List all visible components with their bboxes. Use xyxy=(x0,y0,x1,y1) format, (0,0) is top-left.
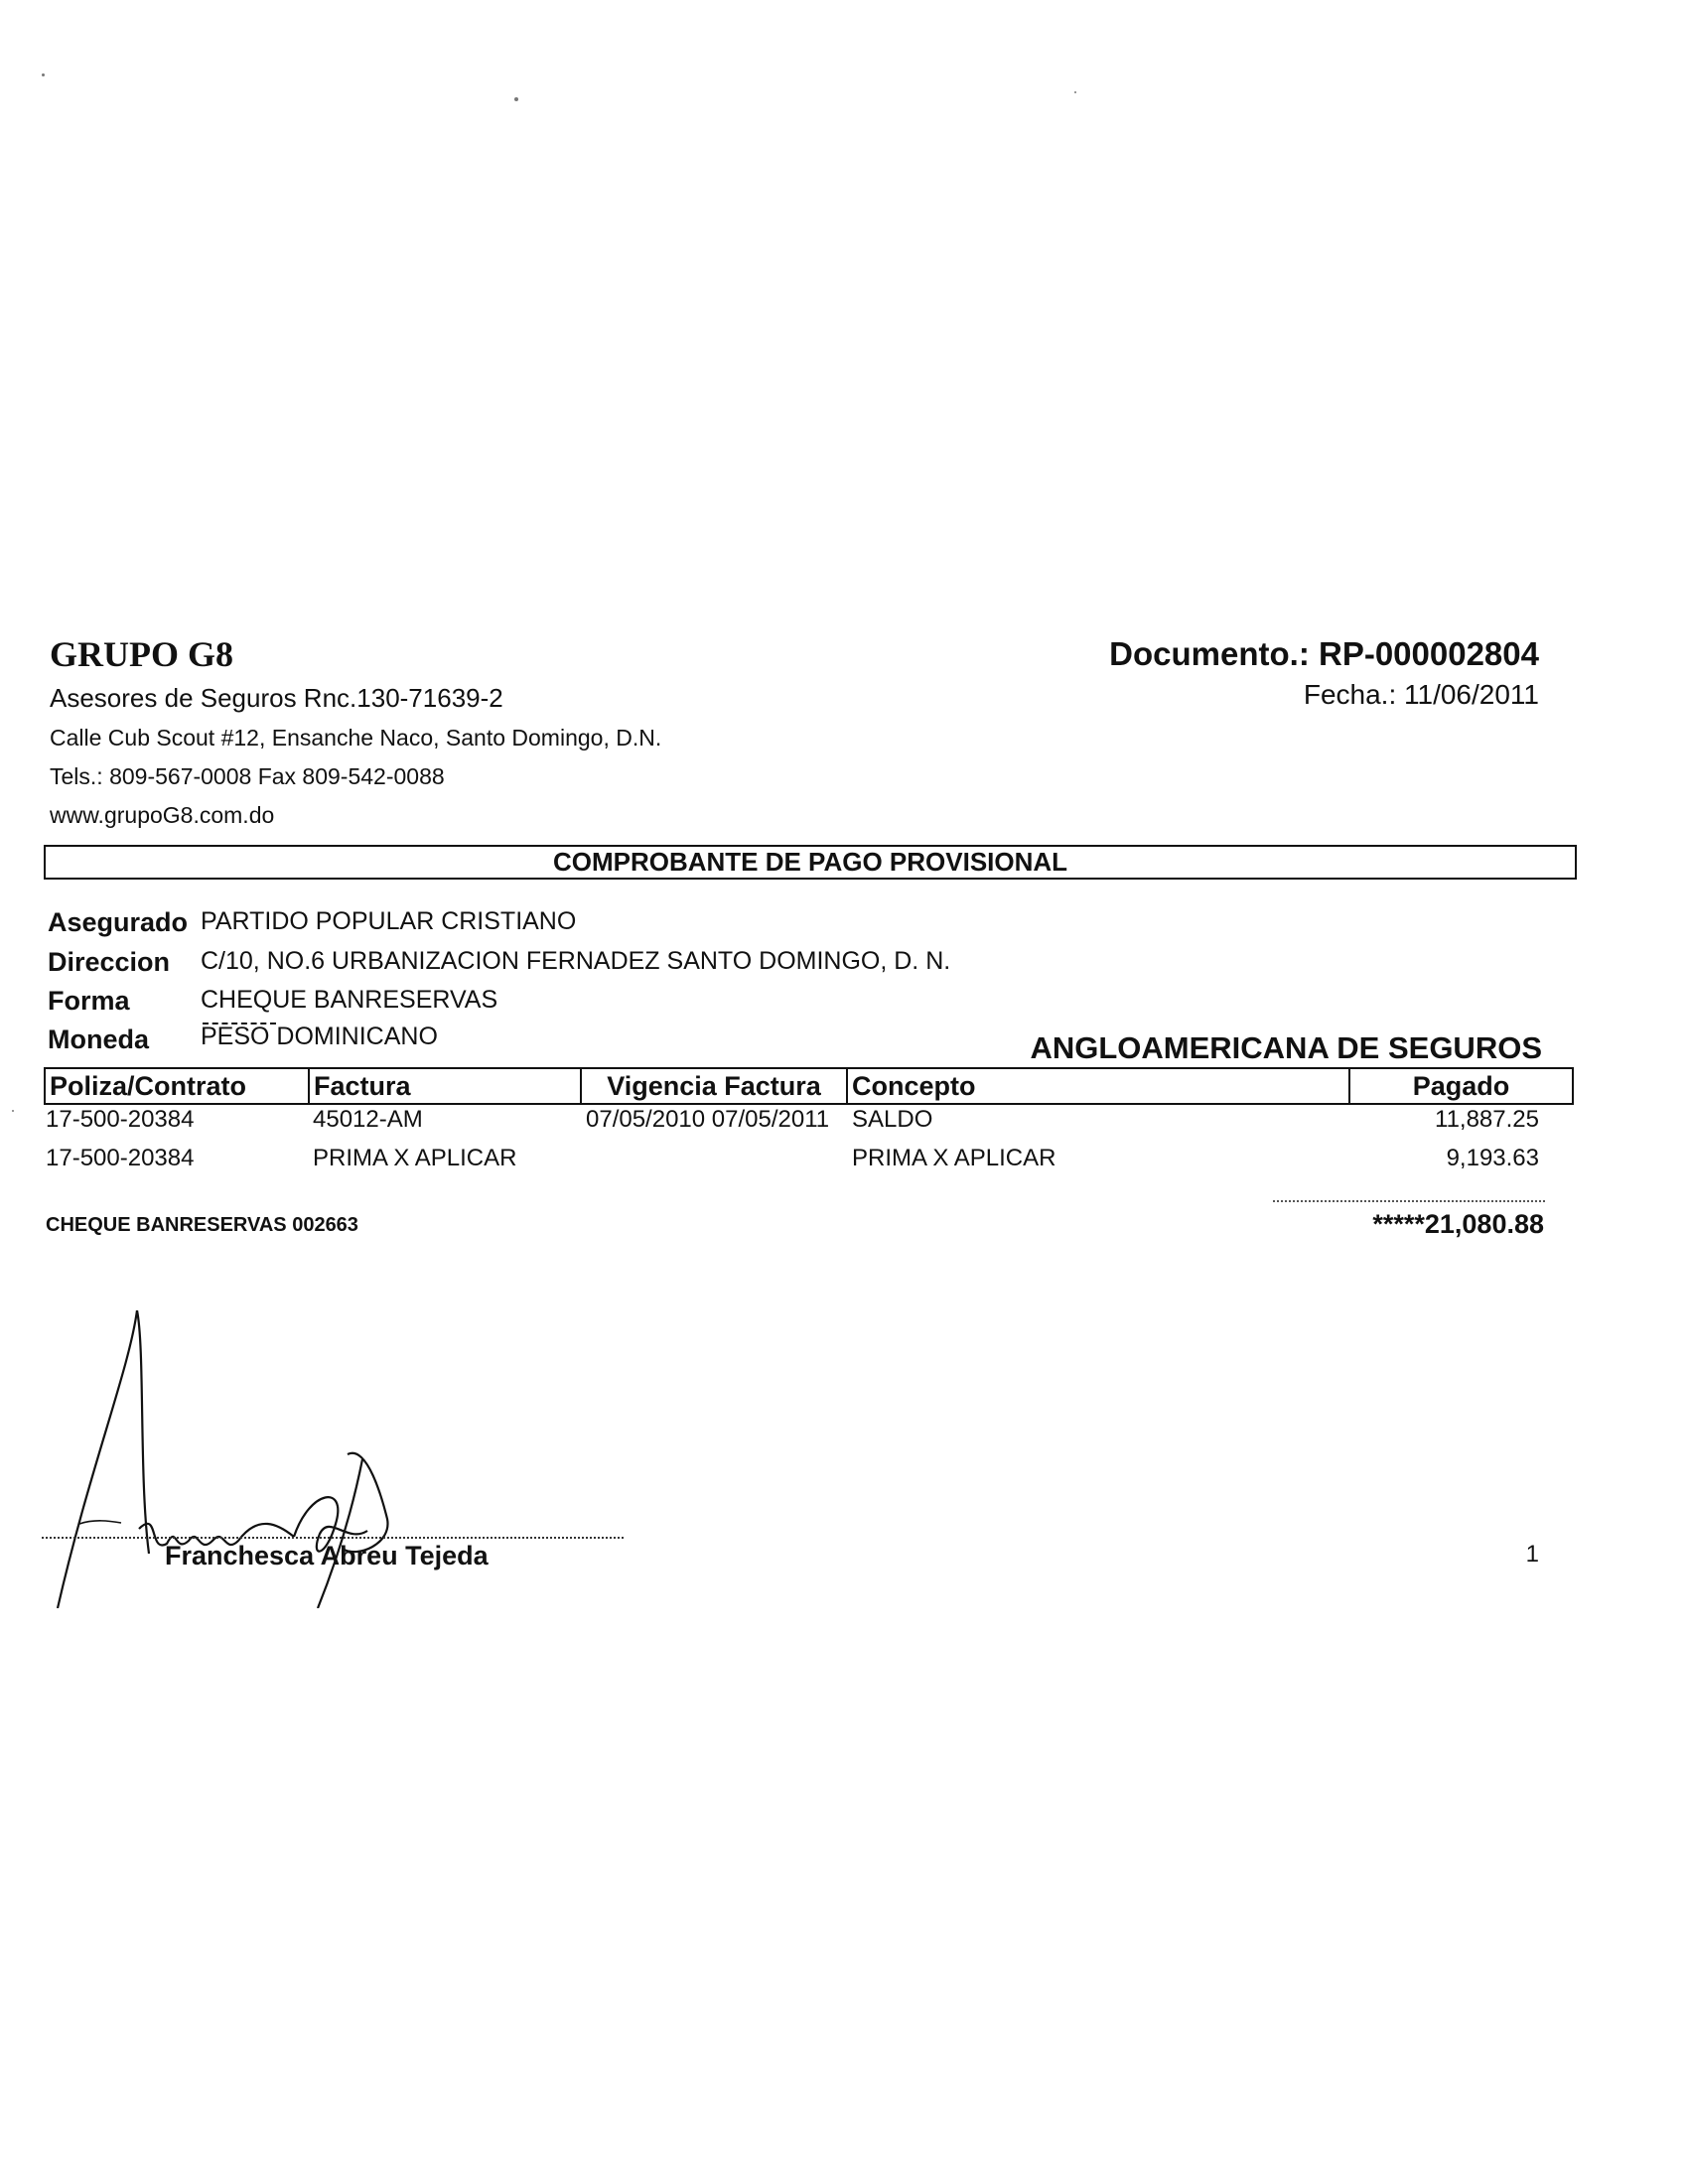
forma-label: Forma xyxy=(48,986,130,1016)
cell-pagado: 9,193.63 xyxy=(1446,1145,1539,1171)
forma-value: CHEQUE BANRESERVAS xyxy=(201,986,498,1014)
asegurado-value: PARTIDO POPULAR CRISTIANO xyxy=(201,907,577,935)
page-number: 1 xyxy=(1525,1541,1539,1568)
header-poliza: Poliza/Contrato xyxy=(50,1071,247,1101)
receipt-title: COMPROBANTE DE PAGO PROVISIONAL xyxy=(44,845,1577,880)
company-subtitle: Asesores de Seguros Rnc.130-71639-2 xyxy=(50,683,503,713)
signer-name: Franchesca Abreu Tejeda xyxy=(165,1541,489,1570)
header-vigencia: Vigencia Factura xyxy=(580,1069,846,1103)
cell-concepto: PRIMA X APLICAR xyxy=(852,1145,1056,1171)
company-website: www.grupoG8.com.do xyxy=(50,802,275,828)
table-row xyxy=(0,1106,1688,1142)
cell-poliza: 17-500-20384 xyxy=(46,1145,195,1171)
scan-speck xyxy=(1074,91,1076,93)
cell-pagado: 11,887.25 xyxy=(1435,1106,1539,1133)
header-factura: Factura xyxy=(308,1069,580,1103)
cell-factura: PRIMA X APLICAR xyxy=(313,1145,517,1171)
document-number: Documento.: RP-000002804 xyxy=(1109,635,1539,672)
cell-concepto: SALDO xyxy=(852,1106,933,1133)
moneda-value: PESO DOMINICANO xyxy=(201,1023,438,1050)
total-amount: *****21,080.88 xyxy=(1372,1209,1544,1239)
asegurado-label: Asegurado xyxy=(48,907,189,937)
signature-line xyxy=(42,1537,624,1539)
cell-vigencia: 07/05/2010 07/05/2011 xyxy=(586,1106,830,1133)
direccion-value: C/10, NO.6 URBANIZACION FERNADEZ SANTO DOMINGO, D. N. xyxy=(201,947,951,975)
cheque-reference: CHEQUE BANRESERVAS 002663 xyxy=(46,1214,358,1236)
total-divider xyxy=(1273,1200,1545,1202)
table-header xyxy=(44,1067,1574,1105)
scan-speck xyxy=(514,97,518,101)
cell-factura: 45012-AM xyxy=(313,1106,423,1133)
document-date: Fecha.: 11/06/2011 xyxy=(1303,679,1539,710)
direccion-label: Direccion xyxy=(48,947,171,977)
table-row xyxy=(0,1145,1688,1180)
cell-poliza: 17-500-20384 xyxy=(46,1106,195,1133)
scan-speck xyxy=(42,73,45,76)
moneda-label: Moneda xyxy=(48,1024,150,1054)
company-phones: Tels.: 809-567-0008 Fax 809-542-0088 xyxy=(50,763,445,789)
insurer-name: ANGLOAMERICANA DE SEGUROS xyxy=(1030,1030,1542,1065)
company-address: Calle Cub Scout #12, Ensanche Naco, Santo Domingo, D.N. xyxy=(50,725,662,751)
header-pagado: Pagado xyxy=(1348,1069,1572,1103)
company-name: GRUPO G8 xyxy=(50,634,233,674)
header-concepto: Concepto xyxy=(846,1069,1348,1103)
